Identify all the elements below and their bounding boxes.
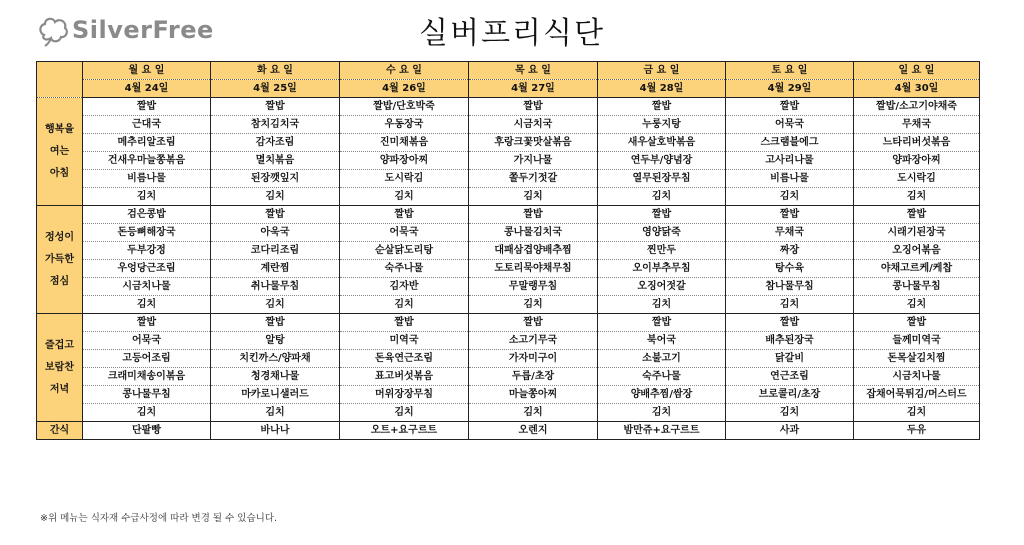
menu-item: 우엉당근조림 bbox=[83, 260, 211, 278]
menu-item: 양배추찜/쌈장 bbox=[598, 386, 726, 404]
menu-item: 김치 bbox=[340, 296, 469, 314]
menu-item: 김치 bbox=[854, 404, 980, 422]
menu-item: 짤밥 bbox=[854, 206, 980, 224]
menu-item: 김치 bbox=[211, 188, 340, 206]
day-name-header: 금 요 일 bbox=[598, 62, 726, 80]
menu-item: 짤밥 bbox=[211, 314, 340, 332]
day-date-header: 4월 29일 bbox=[726, 80, 854, 98]
menu-item: 짤밥 bbox=[211, 206, 340, 224]
menu-item: 짤밥 bbox=[726, 314, 854, 332]
menu-item: 두부강정 bbox=[83, 242, 211, 260]
menu-item: 우동장국 bbox=[340, 116, 469, 134]
meal-category-line: 점심 bbox=[49, 275, 70, 287]
menu-item: 어묵국 bbox=[83, 332, 211, 350]
menu-item: 김치 bbox=[211, 296, 340, 314]
menu-item: 돈육연근조림 bbox=[340, 350, 469, 368]
menu-item: 북어국 bbox=[598, 332, 726, 350]
menu-item: 김치 bbox=[598, 188, 726, 206]
menu-row bbox=[37, 206, 980, 224]
menu-item: 시금치나물 bbox=[854, 368, 980, 386]
menu-item: 소고기무국 bbox=[469, 332, 598, 350]
day-date-header: 4월 27일 bbox=[469, 80, 598, 98]
menu-item: 바나나 bbox=[211, 422, 340, 440]
menu-item: 짤밥 bbox=[726, 98, 854, 116]
menu-item: 오이부추무침 bbox=[598, 260, 726, 278]
menu-item: 짤밥 bbox=[83, 314, 211, 332]
menu-item: 탕수육 bbox=[726, 260, 854, 278]
menu-item: 짤밥 bbox=[469, 98, 598, 116]
menu-item: 아욱국 bbox=[211, 224, 340, 242]
menu-item: 숙주나물 bbox=[598, 368, 726, 386]
menu-item: 멸치볶음 bbox=[211, 152, 340, 170]
menu-item: 마카로니샐러드 bbox=[211, 386, 340, 404]
menu-item: 새우살호박볶음 bbox=[598, 134, 726, 152]
menu-item: 고사리나물 bbox=[726, 152, 854, 170]
menu-item: 무채국 bbox=[854, 116, 980, 134]
menu-row bbox=[37, 152, 980, 170]
menu-item: 짤밥/소고기야채죽 bbox=[854, 98, 980, 116]
menu-row bbox=[37, 188, 980, 206]
menu-row bbox=[37, 98, 980, 116]
menu-item: 연두부/양념장 bbox=[598, 152, 726, 170]
menu-item: 잡채어묵튀김/머스터드 bbox=[854, 386, 980, 404]
menu-row bbox=[37, 404, 980, 422]
menu-item: 김치 bbox=[83, 188, 211, 206]
menu-item: 짤밥 bbox=[469, 314, 598, 332]
menu-item: 마늘쫑아찌 bbox=[469, 386, 598, 404]
menu-item: 시래기된장국 bbox=[854, 224, 980, 242]
day-name-header: 수 요 일 bbox=[340, 62, 469, 80]
day-date-header: 4월 30일 bbox=[854, 80, 980, 98]
menu-row bbox=[37, 386, 980, 404]
menu-item: 시금치나물 bbox=[83, 278, 211, 296]
day-name-header: 월 요 일 bbox=[83, 62, 211, 80]
menu-item: 양파장아찌 bbox=[854, 152, 980, 170]
menu-item: 오트+요구르트 bbox=[340, 422, 469, 440]
menu-item: 김치 bbox=[83, 296, 211, 314]
menu-item: 짤밥 bbox=[340, 314, 469, 332]
menu-item: 두유 bbox=[854, 422, 980, 440]
menu-item: 오징어볶음 bbox=[854, 242, 980, 260]
menu-item: 도시락김 bbox=[854, 170, 980, 188]
menu-item: 참나물무침 bbox=[726, 278, 854, 296]
menu-item: 비름나물 bbox=[83, 170, 211, 188]
meal-category-line: 정성이 bbox=[45, 231, 74, 243]
menu-item: 대패삼겹양배추찜 bbox=[469, 242, 598, 260]
menu-item: 김자반 bbox=[340, 278, 469, 296]
day-name-row bbox=[37, 62, 980, 80]
day-name-header: 일 요 일 bbox=[854, 62, 980, 80]
menu-item: 근대국 bbox=[83, 116, 211, 134]
menu-item: 닭갈비 bbox=[726, 350, 854, 368]
menu-item: 청경채나물 bbox=[211, 368, 340, 386]
menu-item: 가자미구이 bbox=[469, 350, 598, 368]
menu-item: 무채국 bbox=[726, 224, 854, 242]
meal-category-label bbox=[37, 314, 83, 422]
menu-row bbox=[37, 116, 980, 134]
menu-row bbox=[37, 350, 980, 368]
date-row bbox=[37, 80, 980, 98]
menu-item: 김치 bbox=[340, 404, 469, 422]
menu-item: 김치 bbox=[726, 188, 854, 206]
menu-item: 메추리알조림 bbox=[83, 134, 211, 152]
meal-category-line: 여는 bbox=[49, 145, 70, 157]
menu-item: 두릅/초장 bbox=[469, 368, 598, 386]
meal-category-line: 저녁 bbox=[49, 383, 70, 395]
meal-category-line: 가득한 bbox=[45, 253, 74, 265]
menu-item: 김치 bbox=[598, 404, 726, 422]
menu-item: 도토리묵야채무침 bbox=[469, 260, 598, 278]
meal-category-line: 간식 bbox=[49, 425, 70, 436]
menu-item: 짤밥 bbox=[598, 98, 726, 116]
menu-item: 소불고기 bbox=[598, 350, 726, 368]
menu-item: 시금치국 bbox=[469, 116, 598, 134]
day-date-header: 4월 28일 bbox=[598, 80, 726, 98]
menu-item: 건새우마늘쫑볶음 bbox=[83, 152, 211, 170]
menu-item: 어묵국 bbox=[340, 224, 469, 242]
menu-item: 짤밥 bbox=[469, 206, 598, 224]
menu-item: 짤밥 bbox=[211, 98, 340, 116]
menu-item: 검은콩밥 bbox=[83, 206, 211, 224]
meal-category-line: 행복을 bbox=[45, 123, 74, 135]
menu-item: 들께미역국 bbox=[854, 332, 980, 350]
menu-item: 양파장아찌 bbox=[340, 152, 469, 170]
menu-item: 김치 bbox=[726, 296, 854, 314]
menu-row bbox=[37, 314, 980, 332]
menu-item: 어묵국 bbox=[726, 116, 854, 134]
menu-row bbox=[37, 278, 980, 296]
menu-item: 김치 bbox=[211, 404, 340, 422]
menu-item: 짤밥 bbox=[340, 206, 469, 224]
menu-item: 김치 bbox=[726, 404, 854, 422]
menu-item: 미역국 bbox=[340, 332, 469, 350]
meal-category-label bbox=[37, 206, 83, 314]
menu-item: 돈목살김치찜 bbox=[854, 350, 980, 368]
menu-row bbox=[37, 368, 980, 386]
menu-item: 열무된장무침 bbox=[598, 170, 726, 188]
menu-item: 코다리조림 bbox=[211, 242, 340, 260]
menu-item: 감자조림 bbox=[211, 134, 340, 152]
menu-item: 김치 bbox=[469, 188, 598, 206]
menu-item: 단팥빵 bbox=[83, 422, 211, 440]
menu-item: 진미채볶음 bbox=[340, 134, 469, 152]
meal-category-label bbox=[37, 98, 83, 206]
menu-item: 짤밥 bbox=[598, 314, 726, 332]
menu-item: 콩나물무침 bbox=[83, 386, 211, 404]
menu-row bbox=[37, 332, 980, 350]
menu-item: 된장깻잎지 bbox=[211, 170, 340, 188]
menu-item: 표고버섯볶음 bbox=[340, 368, 469, 386]
menu-item: 고등어조림 bbox=[83, 350, 211, 368]
meal-category-label bbox=[37, 422, 83, 440]
menu-item: 짜장 bbox=[726, 242, 854, 260]
day-name-header: 토 요 일 bbox=[726, 62, 854, 80]
meal-category-line: 보람찬 bbox=[45, 361, 74, 373]
menu-item: 쫄두기젓갈 bbox=[469, 170, 598, 188]
menu-item: 누룽지탕 bbox=[598, 116, 726, 134]
menu-row bbox=[37, 296, 980, 314]
meal-category-line: 즐겁고 bbox=[45, 339, 74, 351]
menu-item: 짤밥/단호박죽 bbox=[340, 98, 469, 116]
day-date-header: 4월 25일 bbox=[211, 80, 340, 98]
menu-item: 숙주나물 bbox=[340, 260, 469, 278]
menu-item: 계란찜 bbox=[211, 260, 340, 278]
menu-item: 짤밥 bbox=[854, 314, 980, 332]
menu-item: 순살닭도리탕 bbox=[340, 242, 469, 260]
menu-item: 콩나물무침 bbox=[854, 278, 980, 296]
menu-row bbox=[37, 134, 980, 152]
menu-item: 참치김치국 bbox=[211, 116, 340, 134]
footnote: ※위 메뉴는 식자재 수급사정에 따라 변경 될 수 있습니다. bbox=[40, 513, 278, 524]
menu-item: 취나물무침 bbox=[211, 278, 340, 296]
menu-item: 느타리버섯볶음 bbox=[854, 134, 980, 152]
menu-item: 알탕 bbox=[211, 332, 340, 350]
menu-item: 김치 bbox=[83, 404, 211, 422]
menu-row bbox=[37, 224, 980, 242]
menu-row bbox=[37, 422, 980, 440]
menu-item: 콩나물김치국 bbox=[469, 224, 598, 242]
menu-item: 연근조림 bbox=[726, 368, 854, 386]
menu-item: 찐만두 bbox=[598, 242, 726, 260]
menu-item: 오징어젓갈 bbox=[598, 278, 726, 296]
menu-item: 스크램블에그 bbox=[726, 134, 854, 152]
menu-item: 김치 bbox=[469, 296, 598, 314]
menu-item: 후랑크꽃맛살볶음 bbox=[469, 134, 598, 152]
menu-item: 배추된장국 bbox=[726, 332, 854, 350]
menu-row bbox=[37, 170, 980, 188]
menu-item: 김치 bbox=[340, 188, 469, 206]
day-name-header: 화 요 일 bbox=[211, 62, 340, 80]
menu-row bbox=[37, 260, 980, 278]
weekly-menu-table bbox=[36, 61, 980, 440]
day-name-header: 목 요 일 bbox=[469, 62, 598, 80]
menu-item: 오렌지 bbox=[469, 422, 598, 440]
menu-item: 김치 bbox=[469, 404, 598, 422]
menu-item: 영양닭죽 bbox=[598, 224, 726, 242]
menu-item: 사과 bbox=[726, 422, 854, 440]
page-title: 실버프리식단 bbox=[419, 16, 605, 51]
menu-item: 치킨까스/양파채 bbox=[211, 350, 340, 368]
meal-category-line: 아침 bbox=[49, 167, 70, 179]
menu-item: 돈등뼈해장국 bbox=[83, 224, 211, 242]
menu-item: 김치 bbox=[598, 296, 726, 314]
menu-item: 야채고르케/케찹 bbox=[854, 260, 980, 278]
menu-item: 김치 bbox=[854, 188, 980, 206]
day-date-header: 4월 24일 bbox=[83, 80, 211, 98]
corner-cell bbox=[37, 62, 83, 98]
menu-item: 짤밥 bbox=[598, 206, 726, 224]
day-date-header: 4월 26일 bbox=[340, 80, 469, 98]
menu-item: 비름나물 bbox=[726, 170, 854, 188]
menu-item: 김치 bbox=[854, 296, 980, 314]
menu-item: 머위장장무침 bbox=[340, 386, 469, 404]
menu-item: 짤밥 bbox=[726, 206, 854, 224]
menu-item: 브로콜리/초장 bbox=[726, 386, 854, 404]
menu-item: 가지나물 bbox=[469, 152, 598, 170]
menu-item: 무말랭무침 bbox=[469, 278, 598, 296]
menu-item: 도시락김 bbox=[340, 170, 469, 188]
menu-item: 밤만쥬+요구르트 bbox=[598, 422, 726, 440]
menu-row bbox=[37, 242, 980, 260]
menu-item: 크래미채송이볶음 bbox=[83, 368, 211, 386]
menu-item: 짤밥 bbox=[83, 98, 211, 116]
brand-name: SilverFree bbox=[72, 16, 214, 44]
